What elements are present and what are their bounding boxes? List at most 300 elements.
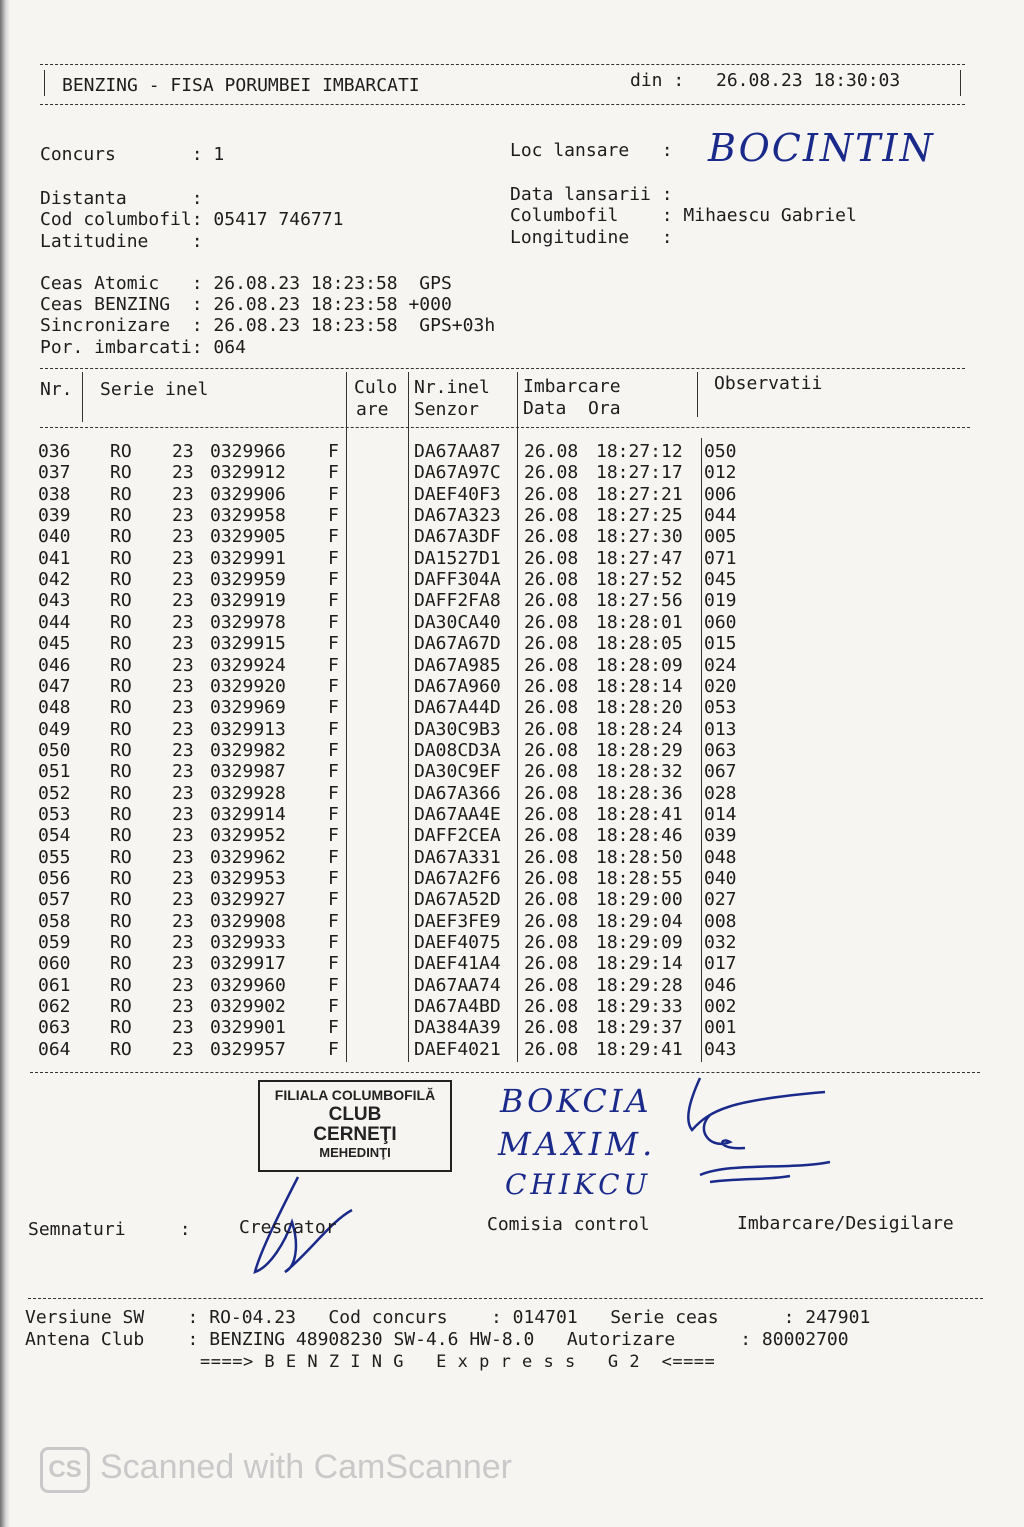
row-senzor: DA30CA40 xyxy=(414,611,501,633)
row-an: 23 xyxy=(172,782,194,804)
row-tara: RO xyxy=(110,1038,132,1060)
row-obs: 060 xyxy=(704,611,737,633)
row-tara: RO xyxy=(110,675,132,697)
row-tara: RO xyxy=(110,547,132,569)
row-ora: 18:28:24 xyxy=(596,718,683,740)
row-ora: 18:27:17 xyxy=(596,462,683,484)
table-row xyxy=(0,505,1000,526)
row-data: 26.08 xyxy=(524,633,579,655)
row-sex: F xyxy=(328,675,339,697)
stamp-line-1: FILIALA COLUMBOFILĂ xyxy=(274,1087,436,1103)
commission-signatures xyxy=(670,1070,840,1210)
table-row xyxy=(0,804,1000,825)
row-inel: 0329969 xyxy=(210,697,286,719)
row-ora: 18:27:30 xyxy=(596,526,683,548)
row-obs: 044 xyxy=(704,505,737,527)
row-tara: RO xyxy=(110,868,132,889)
row-obs: 019 xyxy=(704,590,737,612)
row-ora: 18:28:09 xyxy=(596,654,683,676)
row-senzor: DA67A97C xyxy=(414,462,501,484)
row-obs: 053 xyxy=(704,697,737,719)
row-ora: 18:29:28 xyxy=(596,974,683,996)
row-data: 26.08 xyxy=(524,782,579,804)
row-tara: RO xyxy=(110,974,132,996)
imbarcare-desigilare-label: Imbarcare/Desigilare xyxy=(737,1213,954,1234)
row-sex: F xyxy=(328,803,339,825)
row-nr: 054 xyxy=(38,825,71,847)
row-inel: 0329902 xyxy=(210,996,286,1018)
row-an: 23 xyxy=(172,889,194,911)
row-data: 26.08 xyxy=(524,932,579,954)
row-data: 26.08 xyxy=(524,654,579,676)
row-nr: 059 xyxy=(38,932,71,954)
row-data: 26.08 xyxy=(524,590,579,612)
row-nr: 057 xyxy=(38,889,71,911)
distanta-field: Distanta : xyxy=(40,188,203,209)
camscanner-logo-icon: CS xyxy=(40,1447,90,1493)
row-inel: 0329901 xyxy=(210,1017,286,1039)
por-imbarcati-field: Por. imbarcati: 064 xyxy=(40,337,246,358)
col-sep-1 xyxy=(82,372,83,422)
row-an: 23 xyxy=(172,611,194,633)
row-an: 23 xyxy=(172,654,194,676)
row-senzor: DA67A67D xyxy=(414,633,501,655)
row-tara: RO xyxy=(110,462,132,484)
row-data: 26.08 xyxy=(524,483,579,505)
row-data: 26.08 xyxy=(524,462,579,484)
row-sex: F xyxy=(328,782,339,804)
row-obs: 012 xyxy=(704,462,737,484)
table-row xyxy=(0,889,1000,910)
row-nr: 050 xyxy=(38,739,71,761)
row-an: 23 xyxy=(172,718,194,740)
row-obs: 015 xyxy=(704,633,737,655)
row-inel: 0329906 xyxy=(210,483,286,505)
row-data: 26.08 xyxy=(524,974,579,996)
row-senzor: DA67A960 xyxy=(414,675,501,697)
row-ora: 18:28:20 xyxy=(596,697,683,719)
row-senzor: DA30C9B3 xyxy=(414,718,501,740)
din-value: 26.08.23 18:30:03 xyxy=(716,70,901,91)
row-obs: 001 xyxy=(704,1017,737,1039)
col-header-data-ora: Data Ora xyxy=(523,398,621,419)
row-tara: RO xyxy=(110,803,132,825)
row-inel: 0329914 xyxy=(210,803,286,825)
row-an: 23 xyxy=(172,996,194,1018)
row-an: 23 xyxy=(172,697,194,719)
row-senzor: DA67A985 xyxy=(414,654,501,676)
row-obs: 024 xyxy=(704,654,737,676)
row-senzor: DA67A323 xyxy=(414,505,501,527)
row-nr: 046 xyxy=(38,654,71,676)
row-an: 23 xyxy=(172,547,194,569)
row-data: 26.08 xyxy=(524,505,579,527)
row-ora: 18:28:32 xyxy=(596,761,683,783)
row-nr: 044 xyxy=(38,611,71,633)
row-sex: F xyxy=(328,932,339,954)
row-data: 26.08 xyxy=(524,441,579,462)
row-senzor: DAEF41A4 xyxy=(414,953,501,975)
row-senzor: DA30C9EF xyxy=(414,761,501,783)
row-an: 23 xyxy=(172,483,194,505)
row-data: 26.08 xyxy=(524,910,579,932)
row-inel: 0329962 xyxy=(210,846,286,868)
row-data: 26.08 xyxy=(524,569,579,591)
row-ora: 18:28:46 xyxy=(596,825,683,847)
header-top-border xyxy=(40,64,965,65)
row-sex: F xyxy=(328,953,339,975)
footer-antena-line: Antena Club : BENZING 48908230 SW-4.6 HW-8.0 Autorizare : 80002700 xyxy=(25,1329,849,1350)
row-nr: 063 xyxy=(38,1017,71,1039)
row-tara: RO xyxy=(110,889,132,911)
row-sex: F xyxy=(328,761,339,783)
row-sex: F xyxy=(328,483,339,505)
row-sex: F xyxy=(328,697,339,719)
row-tara: RO xyxy=(110,483,132,505)
loc-lansare-handwritten: BOCINTIN xyxy=(708,126,935,170)
row-senzor: DA67A366 xyxy=(414,782,501,804)
stamp-line-2: CLUB xyxy=(328,1104,382,1125)
row-nr: 049 xyxy=(38,718,71,740)
col-header-culo: Culo xyxy=(354,377,398,398)
row-inel: 0329927 xyxy=(210,889,286,911)
row-ora: 18:27:21 xyxy=(596,483,683,505)
table-row xyxy=(0,953,1000,974)
row-ora: 18:29:04 xyxy=(596,910,683,932)
row-ora: 18:28:14 xyxy=(596,675,683,697)
row-senzor: DAFF2FA8 xyxy=(414,590,501,612)
table-row xyxy=(0,462,1000,483)
row-nr: 045 xyxy=(38,633,71,655)
row-tara: RO xyxy=(110,611,132,633)
row-senzor: DA67A331 xyxy=(414,846,501,868)
table-row xyxy=(0,526,1000,547)
row-ora: 18:27:25 xyxy=(596,505,683,527)
row-an: 23 xyxy=(172,633,194,655)
row-ora: 18:29:14 xyxy=(596,953,683,975)
row-sex: F xyxy=(328,611,339,633)
row-ora: 18:29:41 xyxy=(596,1038,683,1060)
row-ora: 18:28:36 xyxy=(596,782,683,804)
row-senzor: DA1527D1 xyxy=(414,547,501,569)
row-obs: 067 xyxy=(704,761,737,783)
row-tara: RO xyxy=(110,953,132,975)
row-tara: RO xyxy=(110,569,132,591)
row-obs: 002 xyxy=(704,996,737,1018)
row-nr: 053 xyxy=(38,803,71,825)
row-senzor: DA67AA4E xyxy=(414,803,501,825)
row-inel: 0329920 xyxy=(210,675,286,697)
row-obs: 045 xyxy=(704,569,737,591)
row-inel: 0329913 xyxy=(210,718,286,740)
row-an: 23 xyxy=(172,505,194,527)
stamp-line-4: MEHEDINŢI xyxy=(319,1145,391,1160)
row-ora: 18:28:05 xyxy=(596,633,683,655)
row-ora: 18:27:52 xyxy=(596,569,683,591)
row-inel: 0329959 xyxy=(210,569,286,591)
row-tara: RO xyxy=(110,505,132,527)
row-nr: 041 xyxy=(38,547,71,569)
row-data: 26.08 xyxy=(524,761,579,783)
row-data: 26.08 xyxy=(524,1017,579,1039)
row-tara: RO xyxy=(110,697,132,719)
row-senzor: DA67AA74 xyxy=(414,974,501,996)
footer-top-border xyxy=(28,1298,983,1299)
row-an: 23 xyxy=(172,910,194,932)
row-sex: F xyxy=(328,547,339,569)
row-obs: 008 xyxy=(704,910,737,932)
row-an: 23 xyxy=(172,590,194,612)
row-obs: 013 xyxy=(704,718,737,740)
row-an: 23 xyxy=(172,462,194,484)
row-nr: 038 xyxy=(38,483,71,505)
table-row xyxy=(0,676,1000,697)
table-row xyxy=(0,655,1000,676)
row-data: 26.08 xyxy=(524,996,579,1018)
row-ora: 18:28:01 xyxy=(596,611,683,633)
row-tara: RO xyxy=(110,633,132,655)
col-header-nr-inel: Nr.inel xyxy=(414,377,490,398)
row-an: 23 xyxy=(172,825,194,847)
row-tara: RO xyxy=(110,739,132,761)
row-an: 23 xyxy=(172,868,194,889)
row-inel: 0329905 xyxy=(210,526,286,548)
crescator-label: Crescator xyxy=(239,1217,337,1238)
row-senzor: DAEF3FE9 xyxy=(414,910,501,932)
row-nr: 042 xyxy=(38,569,71,591)
row-obs: 063 xyxy=(704,739,737,761)
row-data: 26.08 xyxy=(524,526,579,548)
row-data: 26.08 xyxy=(524,953,579,975)
row-sex: F xyxy=(328,590,339,612)
row-an: 23 xyxy=(172,441,194,462)
row-obs: 017 xyxy=(704,953,737,975)
row-inel: 0329928 xyxy=(210,782,286,804)
row-senzor: DA67A4BD xyxy=(414,996,501,1018)
table-row xyxy=(0,719,1000,740)
row-senzor: DA08CD3A xyxy=(414,739,501,761)
columbofil-field: Columbofil : Mihaescu Gabriel xyxy=(510,205,857,226)
row-senzor: DA67A44D xyxy=(414,697,501,719)
col-header-nr: Nr. xyxy=(40,379,73,400)
row-senzor: DAEF4075 xyxy=(414,932,501,954)
row-data: 26.08 xyxy=(524,889,579,911)
row-senzor: DA384A39 xyxy=(414,1017,501,1039)
row-sex: F xyxy=(328,974,339,996)
row-inel: 0329915 xyxy=(210,633,286,655)
row-obs: 028 xyxy=(704,782,737,804)
row-inel: 0329919 xyxy=(210,590,286,612)
row-an: 23 xyxy=(172,526,194,548)
header-bottom-border xyxy=(40,104,965,105)
row-data: 26.08 xyxy=(524,803,579,825)
table-row xyxy=(0,847,1000,868)
row-tara: RO xyxy=(110,846,132,868)
row-sex: F xyxy=(328,889,339,911)
ceas-atomic-field: Ceas Atomic : 26.08.23 18:23:58 GPS xyxy=(40,273,452,294)
row-an: 23 xyxy=(172,974,194,996)
col-header-are: are xyxy=(356,399,389,420)
longitudine-field: Longitudine : xyxy=(510,227,673,248)
row-ora: 18:28:29 xyxy=(596,739,683,761)
document-title: BENZING - FISA PORUMBEI IMBARCATI xyxy=(62,75,420,96)
row-nr: 043 xyxy=(38,590,71,612)
din-label: din : xyxy=(630,70,685,91)
row-obs: 006 xyxy=(704,483,737,505)
row-senzor: DA67A2F6 xyxy=(414,868,501,889)
row-nr: 047 xyxy=(38,675,71,697)
row-senzor: DA67A52D xyxy=(414,889,501,911)
row-data: 26.08 xyxy=(524,547,579,569)
row-an: 23 xyxy=(172,1017,194,1039)
col-header-observatii: Observatii xyxy=(714,373,823,394)
row-ora: 18:27:47 xyxy=(596,547,683,569)
row-nr: 055 xyxy=(38,846,71,868)
row-data: 26.08 xyxy=(524,697,579,719)
row-data: 26.08 xyxy=(524,718,579,740)
row-nr: 040 xyxy=(38,526,71,548)
row-an: 23 xyxy=(172,1038,194,1060)
cod-columbofil-field: Cod columbofil: 05417 746771 xyxy=(40,209,344,230)
row-an: 23 xyxy=(172,932,194,954)
row-an: 23 xyxy=(172,761,194,783)
table-row xyxy=(0,996,1000,1017)
col-header-senzor: Senzor xyxy=(414,399,480,420)
row-data: 26.08 xyxy=(524,825,579,847)
handwritten-name-2: MAXIM. xyxy=(498,1125,657,1163)
row-obs: 043 xyxy=(704,1038,737,1060)
row-data: 26.08 xyxy=(524,739,579,761)
row-nr: 036 xyxy=(38,441,71,462)
row-obs: 040 xyxy=(704,868,737,889)
col-header-serie-inel: Serie inel xyxy=(100,379,209,400)
row-tara: RO xyxy=(110,441,132,462)
row-data: 26.08 xyxy=(524,675,579,697)
row-tara: RO xyxy=(110,761,132,783)
latitudine-field: Latitudine : xyxy=(40,231,203,252)
row-obs: 020 xyxy=(704,675,737,697)
row-an: 23 xyxy=(172,953,194,975)
row-sex: F xyxy=(328,462,339,484)
row-nr: 058 xyxy=(38,910,71,932)
sincronizare-field: Sincronizare : 26.08.23 18:23:58 GPS+03h xyxy=(40,315,496,336)
row-senzor: DAFF304A xyxy=(414,569,501,591)
row-senzor: DA67A3DF xyxy=(414,526,501,548)
row-inel: 0329987 xyxy=(210,761,286,783)
row-nr: 037 xyxy=(38,462,71,484)
row-sex: F xyxy=(328,846,339,868)
row-tara: RO xyxy=(110,782,132,804)
row-ora: 18:27:12 xyxy=(596,441,683,462)
table-header-bottom-border xyxy=(40,427,970,428)
row-ora: 18:29:33 xyxy=(596,996,683,1018)
row-obs: 005 xyxy=(704,526,737,548)
table-row xyxy=(0,548,1000,569)
row-nr: 051 xyxy=(38,761,71,783)
row-ora: 18:28:41 xyxy=(596,803,683,825)
table-row xyxy=(0,825,1000,846)
row-sex: F xyxy=(328,654,339,676)
row-ora: 18:27:56 xyxy=(596,590,683,612)
row-inel: 0329924 xyxy=(210,654,286,676)
row-sex: F xyxy=(328,569,339,591)
row-sex: F xyxy=(328,718,339,740)
row-inel: 0329917 xyxy=(210,953,286,975)
row-tara: RO xyxy=(110,526,132,548)
row-inel: 0329953 xyxy=(210,868,286,889)
table-row xyxy=(0,697,1000,718)
table-row xyxy=(0,633,1000,654)
col-sep-5 xyxy=(697,372,698,417)
table-row xyxy=(0,740,1000,761)
row-tara: RO xyxy=(110,1017,132,1039)
row-sex: F xyxy=(328,1017,339,1039)
row-sex: F xyxy=(328,825,339,847)
handwritten-name-3: CHIKCU xyxy=(505,1168,652,1201)
row-senzor: DAFF2CEA xyxy=(414,825,501,847)
ceas-benzing-field: Ceas BENZING : 26.08.23 18:23:58 +000 xyxy=(40,294,452,315)
row-an: 23 xyxy=(172,803,194,825)
row-obs: 032 xyxy=(704,932,737,954)
row-ora: 18:29:00 xyxy=(596,889,683,911)
row-obs: 048 xyxy=(704,846,737,868)
table-row xyxy=(0,761,1000,782)
row-sex: F xyxy=(328,1038,339,1060)
row-nr: 064 xyxy=(38,1038,71,1060)
table-row xyxy=(0,612,1000,633)
row-inel: 0329960 xyxy=(210,974,286,996)
header-left-border xyxy=(44,70,45,96)
row-sex: F xyxy=(328,868,339,889)
row-sex: F xyxy=(328,739,339,761)
col-header-imbarcare: Imbarcare xyxy=(523,376,621,397)
row-nr: 056 xyxy=(38,868,71,889)
row-inel: 0329958 xyxy=(210,505,286,527)
row-senzor: DAEF4021 xyxy=(414,1038,501,1060)
table-row xyxy=(0,1017,1000,1038)
row-an: 23 xyxy=(172,569,194,591)
row-inel: 0329912 xyxy=(210,462,286,484)
data-lansarii-field: Data lansarii : xyxy=(510,184,673,205)
row-data: 26.08 xyxy=(524,1038,579,1060)
club-stamp xyxy=(258,1080,452,1172)
camscanner-watermark-text: Scanned with CamScanner xyxy=(100,1448,513,1486)
row-sex: F xyxy=(328,441,339,462)
loc-lansare-field: Loc lansare : xyxy=(510,140,673,161)
row-sex: F xyxy=(328,910,339,932)
table-row xyxy=(0,441,1000,462)
table-row xyxy=(0,569,1000,590)
row-tara: RO xyxy=(110,590,132,612)
table-row xyxy=(0,590,1000,611)
row-sex: F xyxy=(328,526,339,548)
row-tara: RO xyxy=(110,825,132,847)
row-obs: 050 xyxy=(704,441,737,462)
row-tara: RO xyxy=(110,932,132,954)
row-obs: 071 xyxy=(704,547,737,569)
row-inel: 0329966 xyxy=(210,441,286,462)
table-row xyxy=(0,484,1000,505)
row-sex: F xyxy=(328,996,339,1018)
row-tara: RO xyxy=(110,718,132,740)
row-ora: 18:28:50 xyxy=(596,846,683,868)
table-row xyxy=(0,911,1000,932)
table-row xyxy=(0,975,1000,996)
row-an: 23 xyxy=(172,675,194,697)
row-nr: 048 xyxy=(38,697,71,719)
row-inel: 0329908 xyxy=(210,910,286,932)
stamp-line-3: CERNEŢI xyxy=(313,1124,397,1145)
